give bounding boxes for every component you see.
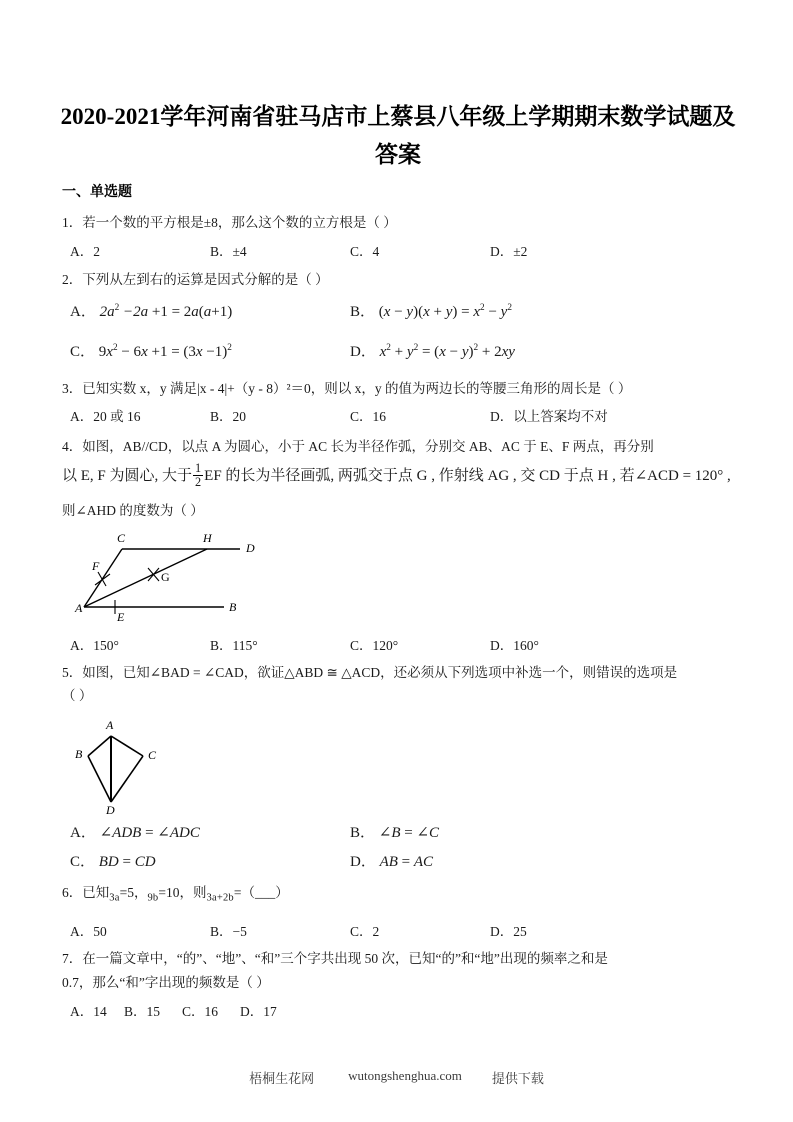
- option-c[interactable]: C． BD = CD: [70, 854, 156, 870]
- option-c[interactable]: C． $9x^2 - 6x +1 = (3x -1)^2$: [70, 343, 232, 360]
- question-5-stem-line-1: 5．如图，已知∠BAD = ∠CAD，欲证△ABD ≅ △ACD，还必须从下列选项中补选一个，则错误的选项是: [62, 665, 678, 680]
- figure-label-D: D: [106, 803, 115, 815]
- figure-label-B: B: [229, 600, 237, 614]
- geometry-diagram-parallel-lines: [62, 528, 282, 628]
- option-c[interactable]: C．4: [350, 244, 380, 259]
- option-b[interactable]: B． $(x - y)(x + y) = x^2 - y^2$: [350, 303, 512, 320]
- question-5-options-row-2: [62, 850, 742, 878]
- figure-label-F: F: [92, 559, 100, 573]
- question-6-options: [62, 920, 742, 942]
- question-5-stem-line-2: （ ）: [62, 688, 93, 703]
- figure-label-A: A: [75, 601, 83, 615]
- q6-term-2: 9b: [147, 892, 159, 904]
- option-c[interactable]: C．120°: [350, 638, 399, 653]
- option-a[interactable]: A． $2a^2 -2a +1 = 2a(a+1)$: [70, 303, 233, 320]
- section-heading: 一、单选题: [62, 183, 132, 199]
- figure-label-E: E: [117, 610, 125, 624]
- question-1-stem: 1．若一个数的平方根是±8，那么这个数的立方根是（ ）: [62, 215, 397, 230]
- question-4-figure: [62, 528, 282, 628]
- question-5-figure: [62, 710, 222, 815]
- question-5-options-row-1: [62, 821, 742, 849]
- option-b[interactable]: B．115°: [210, 638, 258, 653]
- footer-action: 提供下载: [491, 1071, 544, 1086]
- q6-term-1: 3a: [109, 892, 120, 904]
- question-2-options-row-2: [62, 340, 742, 368]
- option-a[interactable]: A．50: [70, 924, 107, 939]
- page-title: 2020-2021学年河南省驻马店市上蔡县八年级上学期期末数学试题及答案: [60, 104, 736, 167]
- option-a[interactable]: A．2: [70, 244, 100, 259]
- option-d[interactable]: D． $x^2 + y^2 = (x - y)^2 + 2xy$: [350, 343, 515, 360]
- option-d[interactable]: D．±2: [490, 244, 528, 259]
- option-d[interactable]: D．以上答案均不对: [490, 409, 608, 424]
- option-b[interactable]: B．20: [210, 409, 247, 424]
- option-c[interactable]: C．2: [350, 924, 380, 939]
- question-7-stem-line-2: 0.7，那么“和”字出现的频数是（ ）: [62, 975, 270, 990]
- q6-mid-2: =10，则: [158, 885, 207, 900]
- footer-domain[interactable]: wutongshenghua.com: [348, 1068, 462, 1083]
- question-4-stem-line-2: [62, 462, 734, 490]
- q6-term-3: 3a+2b: [206, 892, 234, 904]
- question-7-stem-line-1: 7．在一篇文章中，“的”、“地”、“和”三个字共出现 50 次，已知“的”和“地”出现的频率之和是: [62, 951, 608, 966]
- footer: [0, 1068, 793, 1087]
- geometry-diagram-kite: [62, 710, 222, 815]
- question-4-options: [62, 634, 742, 656]
- figure-label-G: G: [161, 570, 170, 584]
- figure-label-H: H: [203, 531, 212, 545]
- option-c[interactable]: C．16: [182, 1004, 219, 1019]
- footer-gap-1: [314, 1068, 348, 1084]
- q6-prefix: 6．已知: [62, 885, 110, 900]
- option-d[interactable]: D．25: [490, 924, 527, 939]
- option-a[interactable]: A．20 或 16: [70, 409, 141, 424]
- q6-mid-3: =（___）: [233, 885, 289, 900]
- question-1-options: [62, 240, 742, 262]
- option-b[interactable]: B．−5: [210, 924, 247, 939]
- q4-line2-part-a: 以 E, F 为圆心, 大于: [62, 468, 193, 484]
- question-3-options: [62, 405, 742, 427]
- figure-label-B: B: [75, 747, 83, 761]
- fraction-one-half: $\frac{1}{2}$: [195, 461, 202, 489]
- option-c[interactable]: C．16: [350, 409, 387, 424]
- q4-line2-part-b: EF 的长为半径画弧, 两弧交于点 G , 作射线 AG , 交 CD 于点 H , 若∠ACD = 120° ,: [204, 468, 731, 484]
- option-b[interactable]: B．15: [124, 1004, 161, 1019]
- figure-label-D: D: [246, 541, 255, 555]
- question-7-options: [62, 1000, 742, 1022]
- footer-site-name: 梧桐生花网: [249, 1071, 315, 1086]
- figure-label-C: C: [148, 748, 157, 762]
- question-2-stem: 2．下列从左到右的运算是因式分解的是（ ）: [62, 272, 329, 287]
- option-d[interactable]: D．17: [240, 1004, 277, 1019]
- question-3-stem: 3．已知实数 x，y 满足|x - 4|+（y - 8）²＝0，则以 x，y 的值为两边长的等腰三角形的周长是（ ）: [62, 381, 632, 396]
- question-2-options-row-1: [62, 300, 742, 328]
- option-d[interactable]: D． AB = AC: [350, 854, 434, 870]
- question-4-stem-line-3: 则∠AHD 的度数为（ ）: [62, 503, 204, 518]
- footer-gap-2: [462, 1068, 492, 1084]
- figure-label-A: A: [106, 718, 114, 732]
- question-4-stem-line-1: 4．如图，AB//CD，以点 A 为圆心，小于 AC 长为半径作弧，分别交 AB、AC 于 E、F 两点，再分别: [62, 439, 654, 454]
- figure-label-C: C: [117, 531, 126, 545]
- option-a[interactable]: A．14: [70, 1004, 107, 1019]
- option-a[interactable]: A．150°: [70, 638, 119, 653]
- option-b[interactable]: B． ∠B = ∠C: [350, 825, 440, 841]
- option-b[interactable]: B．±4: [210, 244, 247, 259]
- option-d[interactable]: D．160°: [490, 638, 539, 653]
- question-6-stem: [62, 882, 734, 909]
- option-a[interactable]: A． ∠ADB = ∠ADC: [70, 825, 200, 841]
- q6-mid-1: =5，: [119, 885, 148, 900]
